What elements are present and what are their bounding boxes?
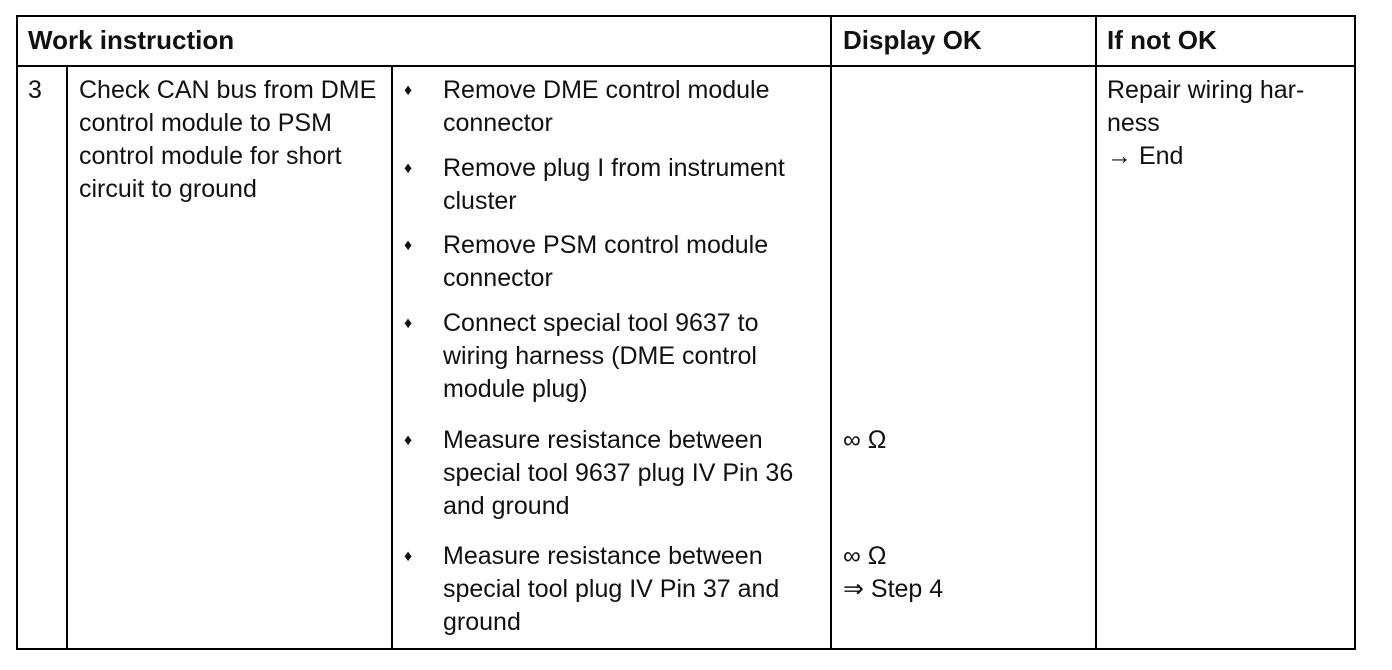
diamond-bullet-icon: ♦ (404, 237, 413, 254)
display-next-step: ⇒ Step 4 (843, 575, 944, 603)
step-text (443, 152, 828, 218)
step-line: special tool 9637 plug IV Pin 36 (443, 459, 794, 487)
col-divider-number (66, 65, 68, 650)
display-value: ∞ Ω (843, 426, 887, 454)
table-border-bottom (16, 648, 1356, 650)
step-line: cluster (443, 187, 517, 215)
table-border-top (16, 15, 1356, 17)
step-line: Measure resistance between (443, 426, 763, 454)
if-not-ok-text (1107, 74, 1347, 173)
step-text (443, 229, 828, 295)
row-description (79, 74, 384, 206)
step-line: special tool plug IV Pin 37 and (443, 575, 780, 603)
if-not-ok-line: → End (1107, 142, 1184, 170)
diamond-bullet-icon: ♦ (404, 548, 413, 565)
step-line: module plug) (443, 375, 588, 403)
step-line: Measure resistance between (443, 542, 763, 570)
diamond-bullet-icon: ♦ (404, 160, 413, 177)
step-text (443, 540, 828, 639)
diamond-bullet-icon: ♦ (404, 315, 413, 332)
diamond-bullet-icon: ♦ (404, 82, 413, 99)
step-line: wiring harness (DME control (443, 342, 757, 370)
step-line: connector (443, 264, 553, 292)
description-line: circuit to ground (79, 175, 257, 203)
diamond-bullet-icon: ♦ (404, 432, 413, 449)
col-divider-description (391, 65, 393, 650)
step-line: Remove plug I from instrument (443, 154, 785, 182)
step-text (443, 307, 828, 406)
table-border-right (1354, 15, 1356, 650)
description-line: Check CAN bus from DME (79, 76, 377, 104)
if-not-ok-line: ness (1107, 109, 1160, 137)
description-line: control module for short (79, 142, 342, 170)
header-work-instruction: Work instruction (28, 25, 235, 55)
step-line: Remove PSM control module (443, 231, 769, 259)
step-line: Remove DME control module (443, 76, 770, 104)
step-text (443, 424, 828, 523)
display-value: ∞ Ω (843, 542, 887, 570)
header-divider (16, 65, 1356, 67)
step-line: ground (443, 608, 521, 636)
description-line: control module to PSM (79, 109, 332, 137)
header-if-not-ok: If not OK (1107, 25, 1217, 55)
row-number: 3 (28, 76, 42, 104)
header-display-ok: Display OK (843, 25, 982, 55)
table-border-left (16, 15, 18, 650)
step-text (443, 74, 828, 140)
col-divider-display (830, 15, 832, 650)
if-not-ok-line: Repair wiring har- (1107, 76, 1305, 104)
col-divider-ifnotok (1095, 15, 1097, 650)
step-line: and ground (443, 492, 570, 520)
step-line: connector (443, 109, 553, 137)
step-line: Connect special tool 9637 to (443, 309, 759, 337)
